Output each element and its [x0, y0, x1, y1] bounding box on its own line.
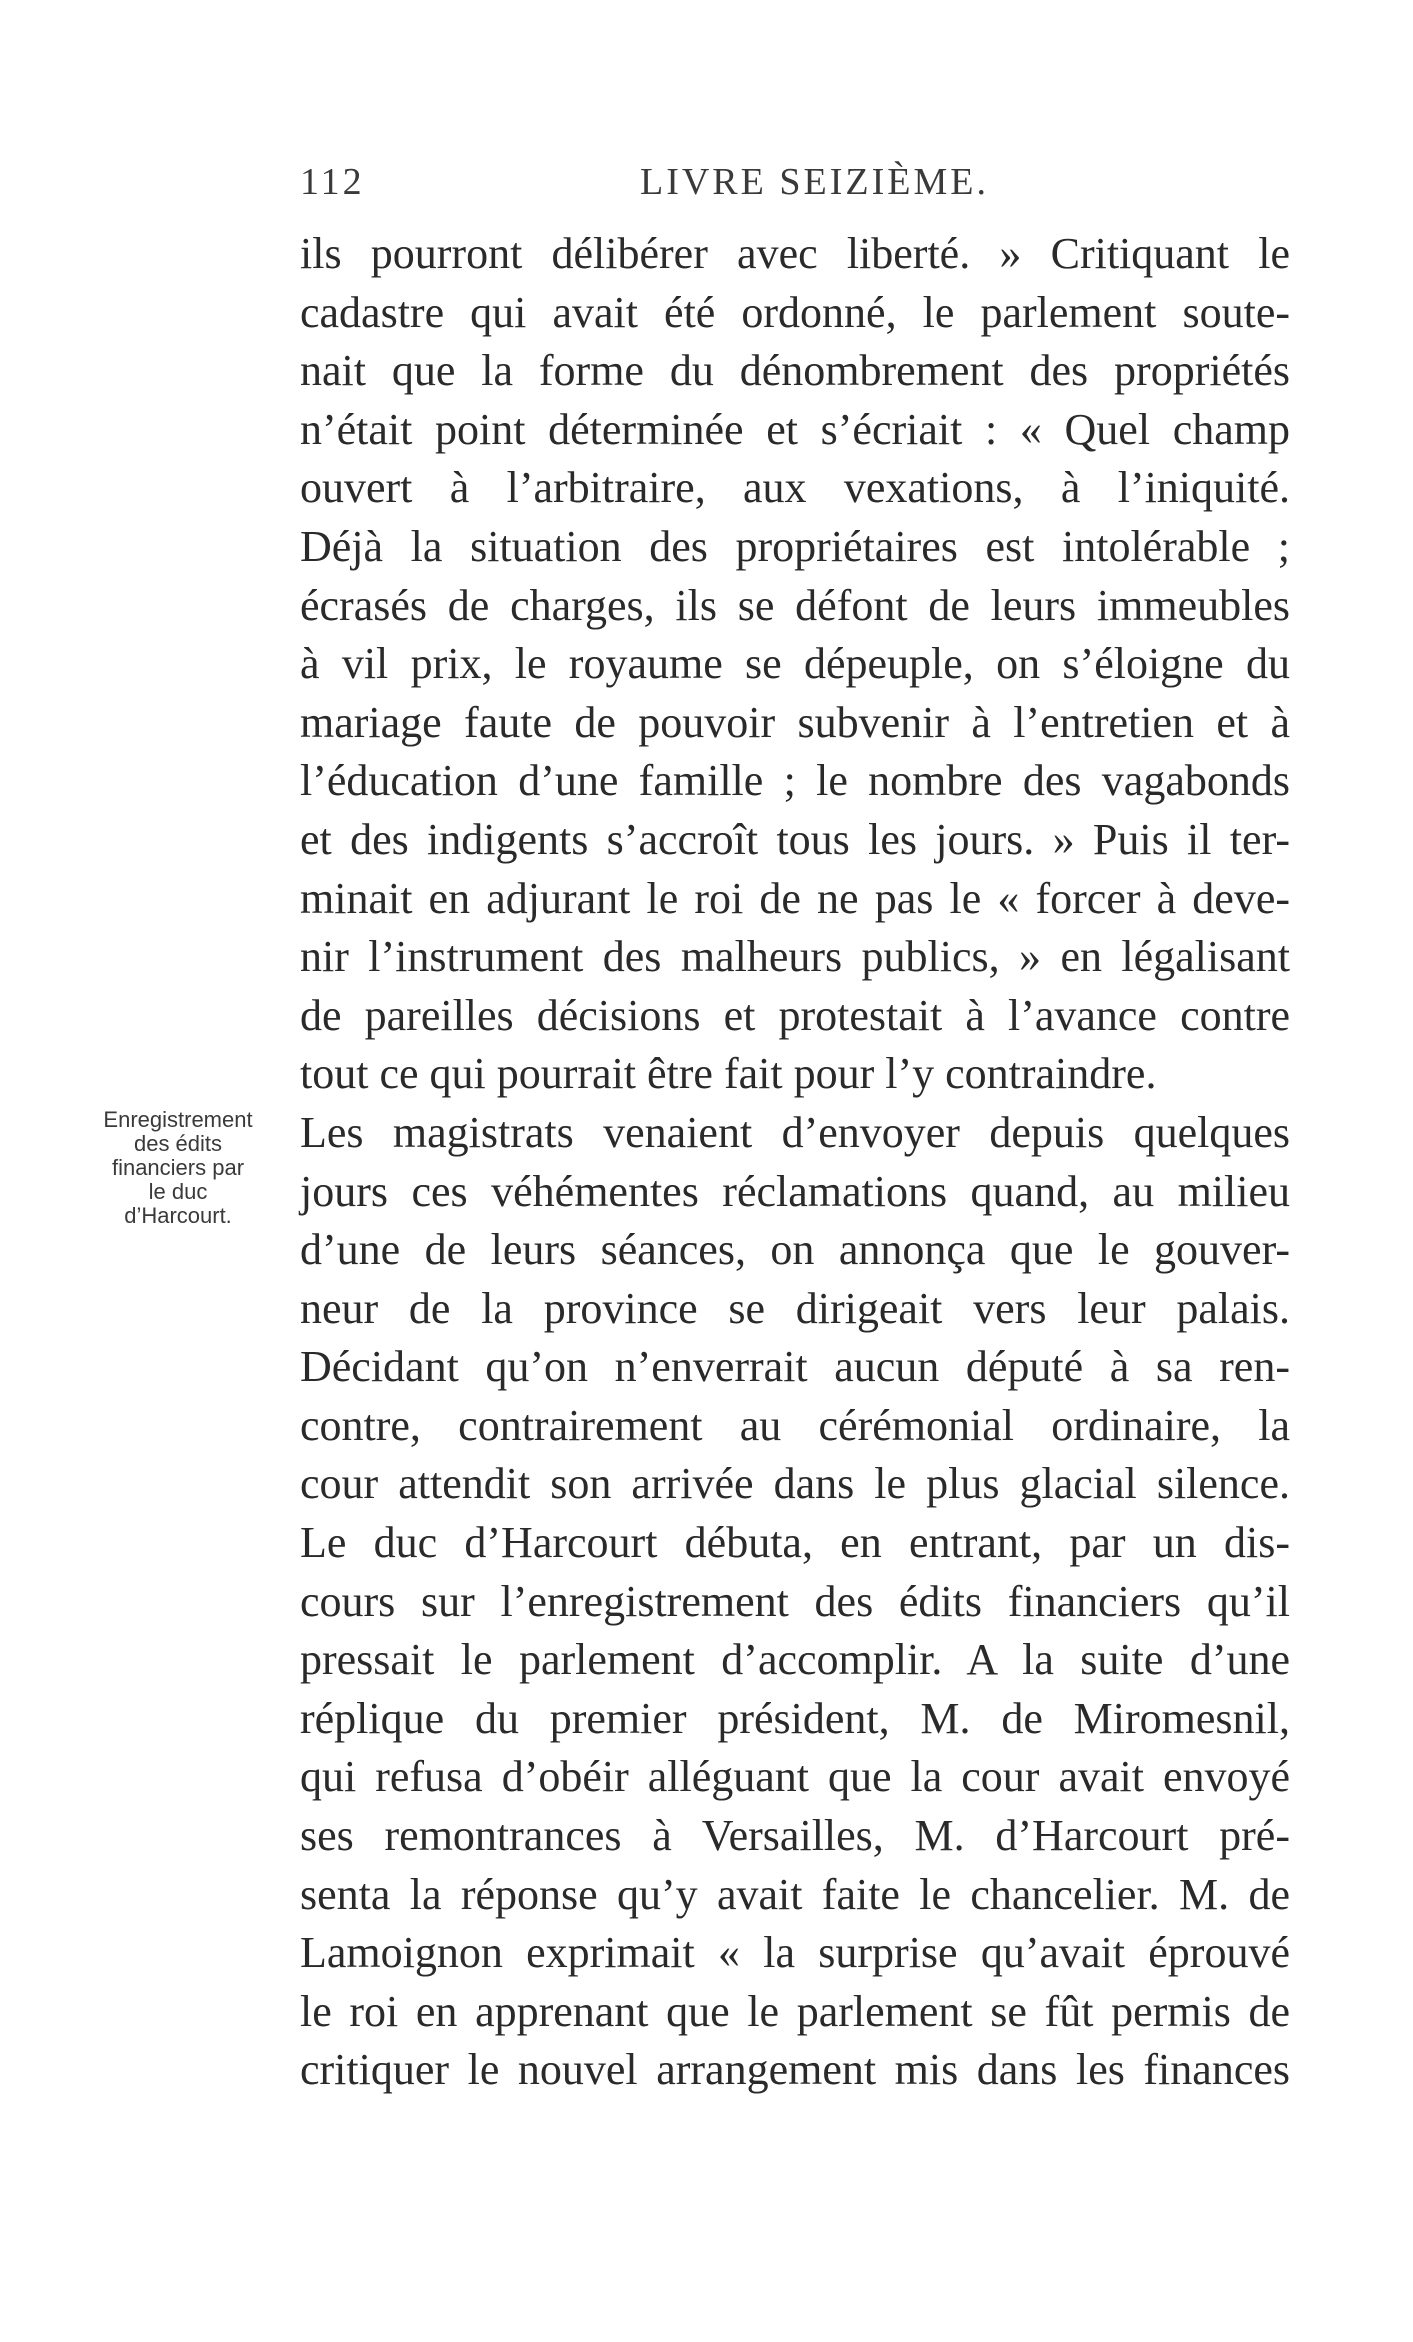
text-line: ouvert à l’arbitraire, aux vexations, à l’iniquité. [300, 463, 1290, 513]
text-line: Les magistrats venaient d’envoyer depuis quelques [300, 1107, 1290, 1157]
text-line: réplique du premier président, M. de Miromesnil, [300, 1693, 1290, 1743]
text-line: senta la réponse qu’y avait faite le chancelier. M. de [300, 1869, 1290, 1919]
text-line: minait en adjurant le roi de ne pas le « forcer à deve- [300, 873, 1290, 923]
text-line: nait que la forme du dénombrement des propriétés [300, 346, 1290, 396]
margin-note-line: des édits [133, 1131, 223, 1156]
text-line: jours ces véhémentes réclamations quand, au milieu [300, 1166, 1290, 1216]
text-line: Le duc d’Harcourt débuta, en entrant, par un dis- [300, 1518, 1290, 1568]
text-line: et des indigents s’accroît tous les jours. » Puis il ter- [300, 814, 1290, 864]
text-line: écrasés de charges, ils se défont de leurs immeubles [300, 580, 1290, 630]
margin-note [78, 1108, 278, 1228]
text-line: n’était point déterminée et s’écriait : « Quel champ [300, 404, 1290, 454]
text-line: l’éducation d’une famille ; le nombre des vagabonds [300, 756, 1290, 806]
text-line: cour attendit son arrivée dans le plus glacial silence. [300, 1459, 1290, 1509]
margin-note-line: d’Harcourt. [124, 1203, 232, 1228]
text-line: ses remontrances à Versailles, M. d’Harcourt pré- [300, 1811, 1290, 1861]
text-line: de pareilles décisions et protestait à l’avance contre [300, 990, 1290, 1040]
text-line: pressait le parlement d’accomplir. A la suite d’une [300, 1635, 1290, 1685]
text-line: contre, contrairement au cérémonial ordinaire, la [300, 1400, 1290, 1450]
text-line: Décidant qu’on n’enverrait aucun député à sa ren- [300, 1342, 1290, 1392]
text-line: Déjà la situation des propriétaires est intolérable ; [300, 521, 1290, 571]
page-number: 112 [300, 161, 365, 203]
text-line: neur de la province se dirigeait vers leur palais. [300, 1283, 1290, 1333]
text-line: Lamoignon exprimait « la surprise qu’avait éprouvé [300, 1928, 1290, 1978]
chapter-title: LIVRE SEIZIÈME. [640, 161, 989, 203]
text-line: cadastre qui avait été ordonné, le parlement soute- [300, 287, 1290, 337]
text-line: le roi en apprenant que le parlement se fût permis de [300, 1986, 1290, 2036]
text-line: tout ce qui pourrait être fait pour l’y contraindre. [300, 1049, 1157, 1099]
text-line: qui refusa d’obéir alléguant que la cour avait envoyé [300, 1752, 1290, 1802]
text-line: d’une de leurs séances, on annonça que le gouver- [300, 1225, 1290, 1275]
text-line: nir l’instrument des malheurs publics, » en légalisant [300, 932, 1290, 982]
body-text [300, 225, 1290, 2100]
text-line: à vil prix, le royaume se dépeuple, on s’éloigne du [300, 639, 1290, 689]
running-head [300, 160, 1300, 203]
text-line: ils pourront délibérer avec liberté. » Critiquant le [300, 229, 1290, 278]
margin-note-line: Enregistrement [103, 1107, 253, 1132]
text-line: mariage faute de pouvoir subvenir à l’entretien et à [300, 697, 1290, 747]
margin-note-line: le duc [148, 1179, 208, 1204]
margin-note-line: financiers par [111, 1155, 245, 1180]
text-line: cours sur l’enregistrement des édits financiers qu’il [300, 1576, 1290, 1626]
text-line: critiquer le nouvel arrangement mis dans les finances [300, 2045, 1290, 2095]
